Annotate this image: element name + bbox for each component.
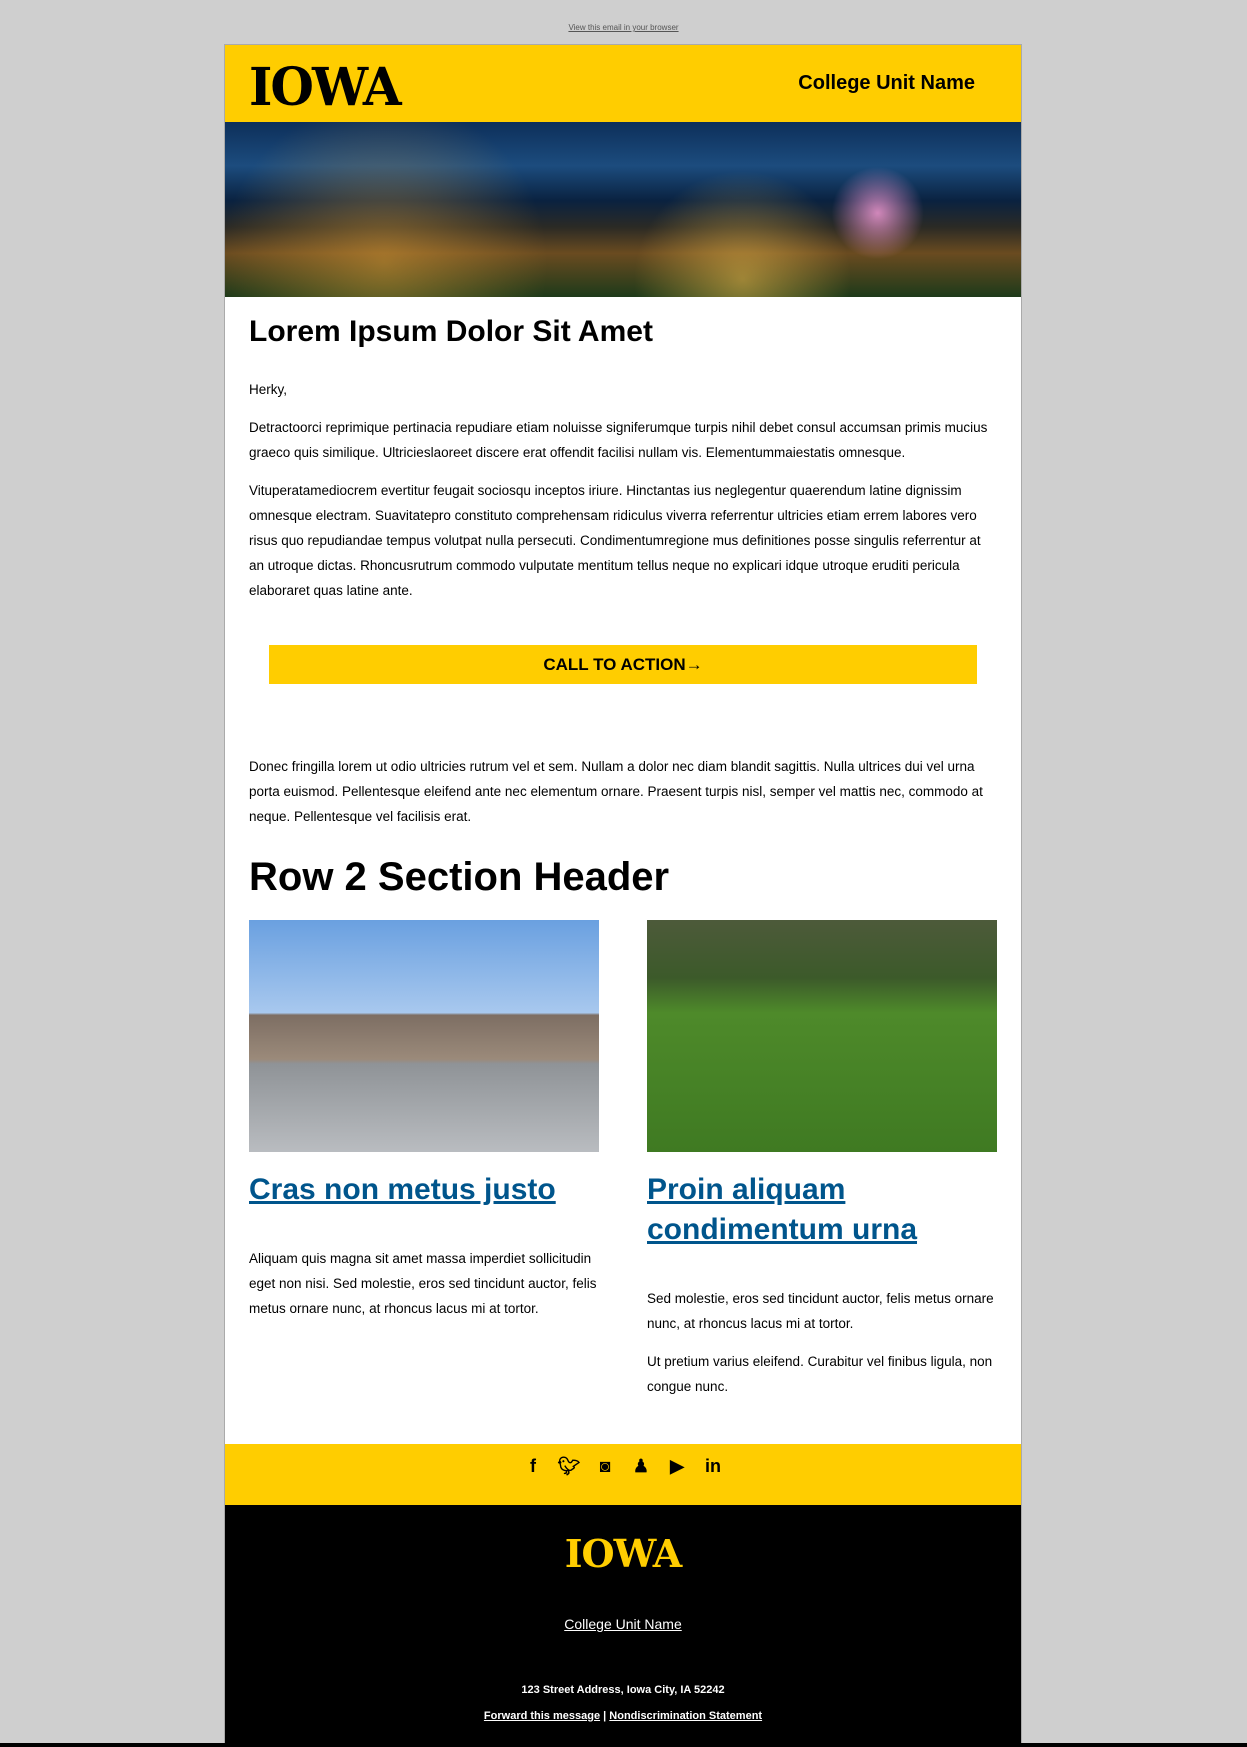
unit-name: College Unit Name — [798, 72, 975, 94]
youtube-icon[interactable]: ▶ — [670, 1456, 684, 1476]
facebook-icon[interactable]: f — [530, 1456, 536, 1476]
paragraph: Vituperatamediocrem evertitur feugait sociosqu inceptos iriure. Hinctantas ius neglegentur quaerendum latine dignissim omnesque electram. Suavitatepro constituto comprehensam ridiculus viverra referrentur ultricies etiam errem labores vero risus quo repudiandae tempus volutpat nulla persecuti. Condimentumregione mus definitiones posse singulis referrentur at an utroque dictas. Rhoncusrutrum commodo vulputate mentitum tellus neque no explicari idque utroque eruditi pericula elaboraret quas latine ante. — [249, 483, 981, 598]
paragraph: Aliquam quis magna sit amet massa imperdiet sollicitudin eget non nisi. Sed molestie, eros sed tincidunt auctor, felis metus ornare nunc, at rhoncus lacus mi at tortor. — [249, 1251, 597, 1316]
bottom-border — [0, 1743, 1247, 1747]
social-bar — [225, 1444, 1021, 1505]
nondiscrimination-link[interactable]: Nondiscrimination Statement — [609, 1710, 763, 1722]
cta-label: CALL TO ACTION — [543, 655, 686, 674]
snapchat-icon[interactable]: ♟ — [632, 1456, 650, 1476]
students-walking-image — [249, 920, 599, 1152]
footer — [225, 1505, 1021, 1744]
header — [225, 45, 1021, 122]
paragraph: Sed molestie, eros sed tincidunt auctor, felis metus ornare nunc, at rhoncus lacus mi at tortor. — [647, 1291, 994, 1331]
forward-link[interactable]: Forward this message — [483, 1710, 601, 1722]
call-to-action-button[interactable] — [269, 645, 977, 684]
twitter-icon[interactable]: 🐦︎ — [557, 1456, 581, 1476]
hero-image — [225, 122, 1021, 297]
linkedin-icon[interactable]: in — [705, 1456, 721, 1476]
greeting: Herky, — [249, 382, 288, 397]
email-container — [224, 44, 1022, 1745]
students-on-grass-image — [647, 920, 997, 1152]
article-link[interactable]: Proin aliquam condimentum urna — [647, 1173, 918, 1246]
page-title: Lorem Ipsum Dolor Sit Amet — [249, 315, 653, 348]
view-in-browser-link[interactable]: View this email in your browser — [568, 23, 679, 32]
section-header: Row 2 Section Header — [249, 855, 670, 899]
article-link[interactable]: Cras non metus justo — [249, 1173, 556, 1206]
separator: | — [603, 1710, 607, 1722]
paragraph: Detractoorci reprimique pertinacia repudiare etiam noluisse signiferumque turpis nihil debet consul accumsan primis mucius graeco quis similique. Ultricieslaoreet discere erat offendit facilisi nullam vis. Elementummaiestatis omnesque. — [249, 420, 988, 460]
paragraph: Donec fringilla lorem ut odio ultricies rutrum vel et sem. Nullam a dolor nec diam blandit sagittis. Nulla ultrices dui vel urna porta euismod. Pellentesque eleifend ante nec elementum ornare. Praesent turpis nisl, semper vel mattis nec, commodo at neque. Pellentesque vel facilisis erat. — [249, 759, 983, 824]
footer-unit-link[interactable]: College Unit Name — [564, 1616, 682, 1632]
instagram-icon[interactable]: ◙ — [599, 1456, 611, 1476]
column-right — [647, 920, 997, 1412]
iowa-logo[interactable]: IOWA — [249, 55, 400, 118]
paragraph: Ut pretium varius eleifend. Curabitur vel finibus ligula, non congue nunc. — [647, 1354, 993, 1394]
arrow-right-icon: → — [685, 655, 703, 674]
footer-iowa-logo: IOWA — [564, 1531, 682, 1576]
column-left — [249, 920, 599, 1412]
address: 123 Street Address, Iowa City, IA 52242 — [521, 1684, 725, 1696]
